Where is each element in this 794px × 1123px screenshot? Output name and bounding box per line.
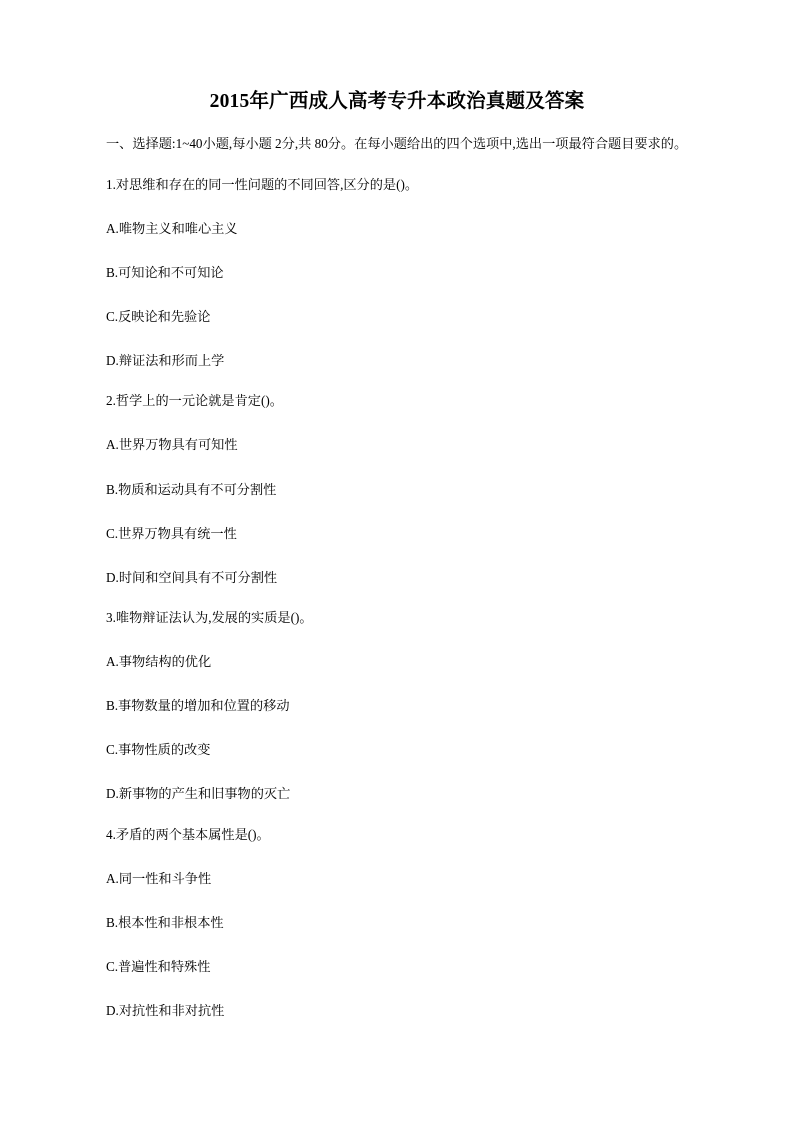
question-stem: 3.唯物辩证法认为,发展的实质是()。 xyxy=(106,609,313,625)
section-intro-text: 一、选择题:1~40小题,每小题 2分,共 80分。在每小题给出的四个选项中,选出一项最符合题目要求的。 xyxy=(106,136,688,152)
question-block-2 xyxy=(80,390,714,588)
question-block-1 xyxy=(80,174,714,372)
question-option: A.事物结构的优化 xyxy=(106,654,212,670)
question-option: D.新事物的产生和旧事物的灭亡 xyxy=(106,786,291,802)
question-option: C.事物性质的改变 xyxy=(106,742,211,758)
question-stem: 1.对思维和存在的同一性问题的不同回答,区分的是()。 xyxy=(106,176,419,192)
question-option: A.唯物主义和唯心主义 xyxy=(106,220,238,236)
question-option: D.辩证法和形而上学 xyxy=(106,353,225,369)
question-block-4 xyxy=(80,824,714,1022)
question-option: A.同一性和斗争性 xyxy=(106,870,212,886)
page-title: 2015年广西成人高考专升本政治真题及答案 xyxy=(209,91,585,112)
question-block-3 xyxy=(80,607,714,805)
question-stem: 4.矛盾的两个基本属性是()。 xyxy=(106,826,270,842)
question-option: D.对抗性和非对抗性 xyxy=(106,1003,225,1019)
question-stem: 2.哲学上的一元论就是肯定()。 xyxy=(106,393,283,409)
question-option: A.世界万物具有可知性 xyxy=(106,437,238,453)
question-option: C.反映论和先验论 xyxy=(106,309,211,325)
question-option: D.时间和空间具有不可分割性 xyxy=(106,569,278,585)
question-option: B.物质和运动具有不可分割性 xyxy=(106,481,277,497)
question-option: B.根本性和非根本性 xyxy=(106,914,224,930)
question-option: C.世界万物具有统一性 xyxy=(106,525,237,541)
question-option: B.可知论和不可知论 xyxy=(106,264,224,280)
question-option: C.普遍性和特殊性 xyxy=(106,958,211,974)
question-option: B.事物数量的增加和位置的移动 xyxy=(106,698,290,714)
